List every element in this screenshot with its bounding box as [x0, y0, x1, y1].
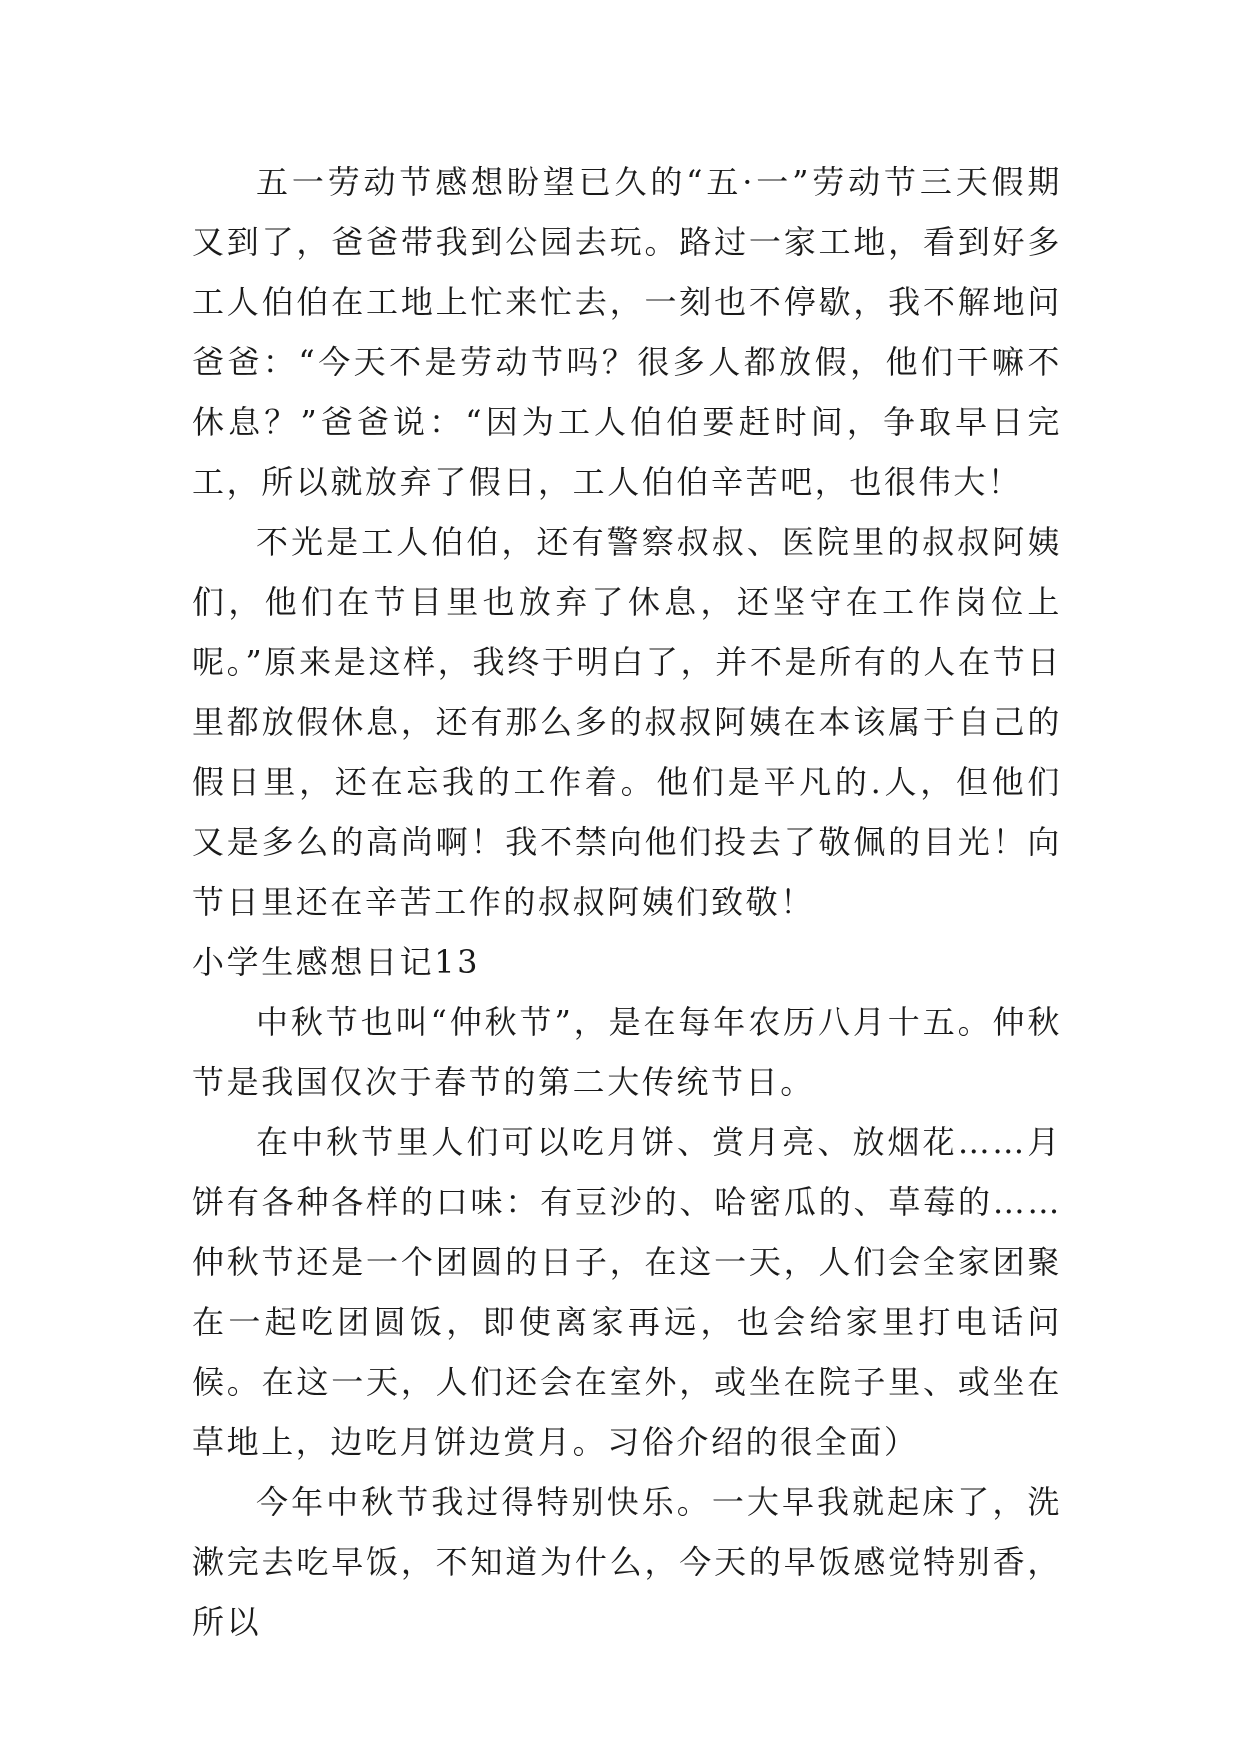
paragraph-labor-day-reflection: 不光是工人伯伯，还有警察叔叔、医院里的叔叔阿姨们，他们在节目里也放弃了休息，还坚守在工作岗位上呢。”原来是这样，我终于明白了，并不是所有的人在节日里都放假休息，还有那么多的叔叔阿姨在本该属于自己的假日里，还在忘我的工作着。他们是平凡的.人，但他们又是多么的高尚啊！我不禁向他们投去了敬佩的目光！向节日里还在辛苦工作的叔叔阿姨们致敬！ — [192, 523, 1062, 921]
paragraph-mid-autumn-intro: 中秋节也叫“仲秋节”，是在每年农历八月十五。仲秋节是我国仅次于春节的第二大传统节日。 — [192, 1003, 1062, 1101]
paragraph-labor-day-intro: 五一劳动节感想盼望已久的“五·一”劳动节三天假期又到了，爸爸带我到公园去玩。路过一家工地，看到好多工人伯伯在工地上忙来忙去，一刻也不停歇，我不解地问爸爸：“今天不是劳动节吗？很多人都放假，他们干嘛不休息？”爸爸说：“因为工人伯伯要赶时间，争取早日完工，所以就放弃了假日，工人伯伯辛苦吧，也很伟大！ — [192, 163, 1062, 501]
section-title: 小学生感想日记13 — [192, 943, 481, 981]
paragraph-mid-autumn-day: 今年中秋节我过得特别快乐。一大早我就起床了，洗漱完去吃早饭，不知道为什么，今天的早饭感觉特别香，所以 — [192, 1483, 1062, 1641]
document-page — [192, 152, 1062, 1652]
paragraph-mid-autumn-customs: 在中秋节里人们可以吃月饼、赏月亮、放烟花……月饼有各种各样的口味：有豆沙的、哈密瓜的、草莓的……仲秋节还是一个团圆的日子，在这一天，人们会全家团聚在一起吃团圆饭，即使离家再远，也会给家里打电话问候。在这一天，人们还会在室外，或坐在院子里、或坐在草地上，边吃月饼边赏月。习俗介绍的很全面） — [192, 1123, 1062, 1461]
